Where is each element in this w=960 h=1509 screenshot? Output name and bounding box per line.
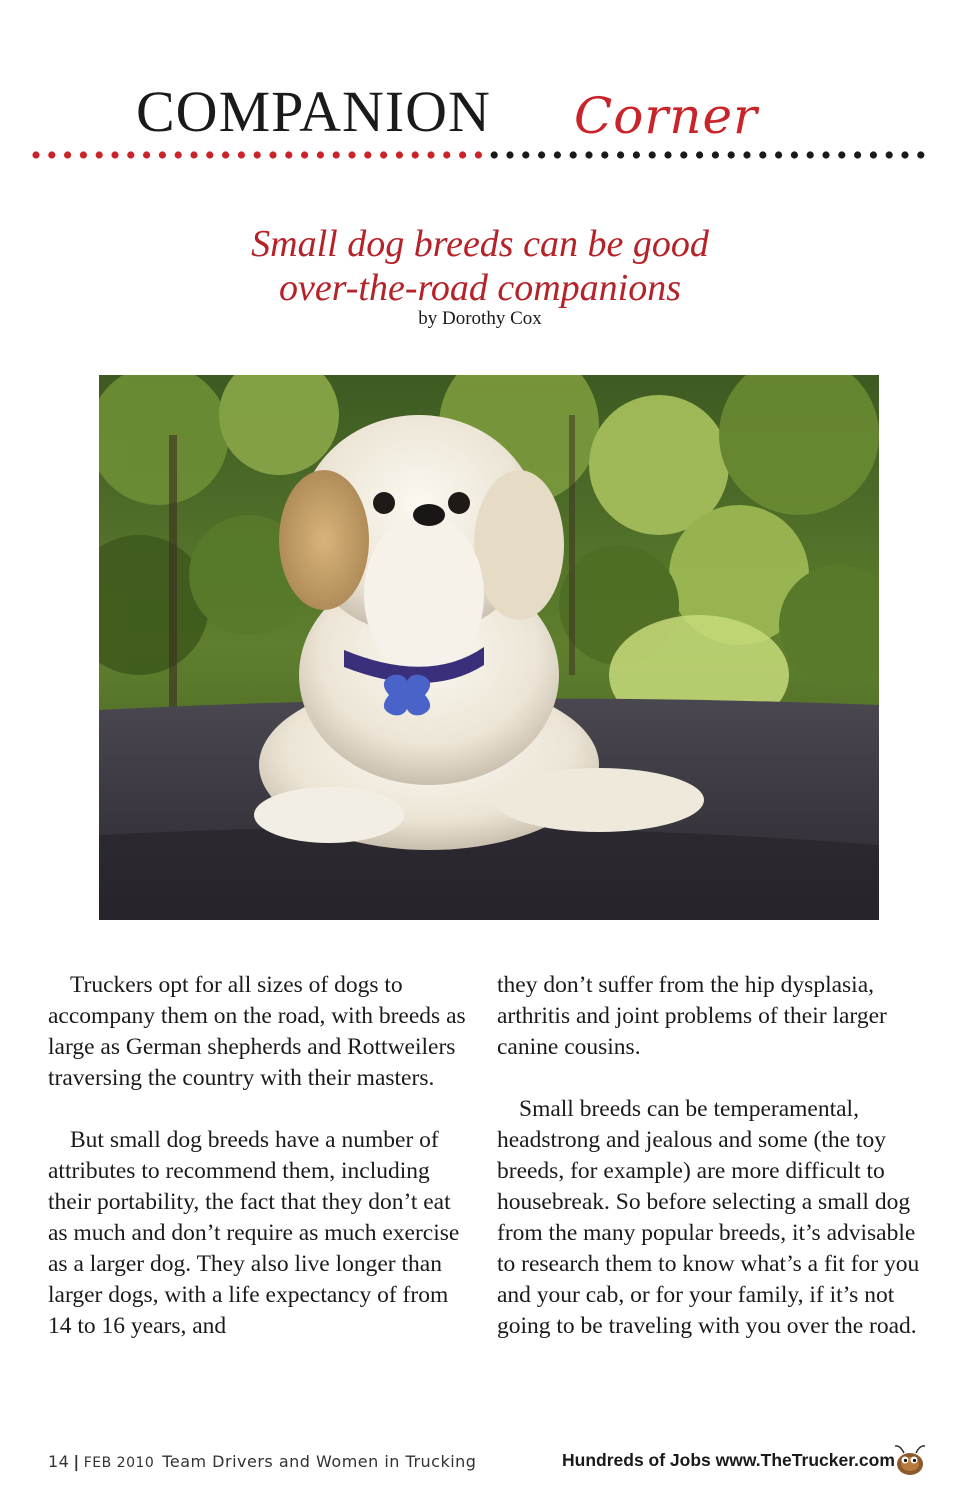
footer-publication-info [48,1452,476,1471]
divider-dot [159,151,166,158]
divider-dot [601,151,608,158]
issue-date: FEB 2010 [83,1455,155,1471]
divider-dot [585,151,592,158]
divider-dot [111,151,118,158]
paragraph: But small dog breeds have a number of attributes to recommend them, including their portability, the fact that they don’t eat as much and don’t require as much exercise as a larger dog. They also live longer than larger dogs, with a life expectancy of from 14 to 16 years, and [48,1127,460,1339]
divider-dot [254,151,261,158]
divider-dot [32,151,39,158]
divider-dot [48,151,55,158]
divider-dot [396,151,403,158]
divider-dot [759,151,766,158]
divider-dot [522,151,529,158]
masthead-title: COMPANION [136,79,491,144]
divider-dot [348,151,355,158]
divider-dot [775,151,782,158]
divider-dot [285,151,292,158]
divider-dot [427,151,434,158]
paragraph: Truckers opt for all sizes of dogs to accompany them on the road, with breeds as large as German shepherds and Rottweilers traversing the country with their masters. [48,972,466,1091]
divider-dot [822,151,829,158]
article-column-left [48,970,468,1373]
paragraph: they don’t suffer from the hip dysplasia, arthritis and joint problems of their larger canine cousins. [497,972,887,1060]
divider-dot [791,151,798,158]
divider-dot [475,151,482,158]
divider-dot [412,151,419,158]
publication-title: Team Drivers and Women in Trucking [162,1452,477,1471]
divider-dot [143,151,150,158]
divider-dot [617,151,624,158]
article-headline [0,222,960,310]
divider-dot [64,151,71,158]
divider-dot [80,151,87,158]
divider-dot [333,151,340,158]
divider-dot [917,151,924,158]
bug-mascot-icon [890,1440,930,1480]
divider-dot [443,151,450,158]
dog-photo [99,375,879,920]
divider-dot [728,151,735,158]
divider-dot [838,151,845,158]
headline-line-2: over-the-road companions [278,267,682,309]
divider-dot [238,151,245,158]
divider-dot [364,151,371,158]
divider-dot [506,151,513,158]
divider-dot [127,151,134,158]
divider-dot [317,151,324,158]
divider-dot [901,151,908,158]
divider-dot [269,151,276,158]
divider-dot [870,151,877,158]
divider-dot [680,151,687,158]
divider-dot [301,151,308,158]
divider-dot [807,151,814,158]
divider-dot [712,151,719,158]
dotted-divider [30,148,930,162]
divider-dot [206,151,213,158]
masthead-script-title: Corner [574,87,758,145]
divider-dot [459,151,466,158]
byline: by Dorothy Cox [418,308,542,329]
divider-dot [175,151,182,158]
divider-dot [649,151,656,158]
footer-tagline[interactable]: Hundreds of Jobs www.TheTrucker.com [562,1450,895,1470]
divider-dot [491,151,498,158]
paragraph: Small breeds can be temperamental, headstrong and jealous and some (the toy breeds, for example) are more difficult to housebreak. So before selecting a small dog from the many popular breeds, it’s advisable to research them to know what’s a fit for you and your cab, or for your family, if it’s not going to be traveling with you over the road. [497,1096,920,1339]
article-column-right [497,970,922,1373]
divider-dot [743,151,750,158]
divider-dot [554,151,561,158]
divider-dot [190,151,197,158]
divider-dot [96,151,103,158]
divider-dot [886,151,893,158]
divider-dot [380,151,387,158]
divider-dot [664,151,671,158]
divider-dot [222,151,229,158]
page-number: 14 [48,1452,70,1471]
divider-dot [854,151,861,158]
divider-dot [538,151,545,158]
divider-dot [633,151,640,158]
divider-dot [570,151,577,158]
headline-line-1: Small dog breeds can be good [251,223,709,265]
footer-separator: | [73,1452,80,1471]
divider-dot [696,151,703,158]
